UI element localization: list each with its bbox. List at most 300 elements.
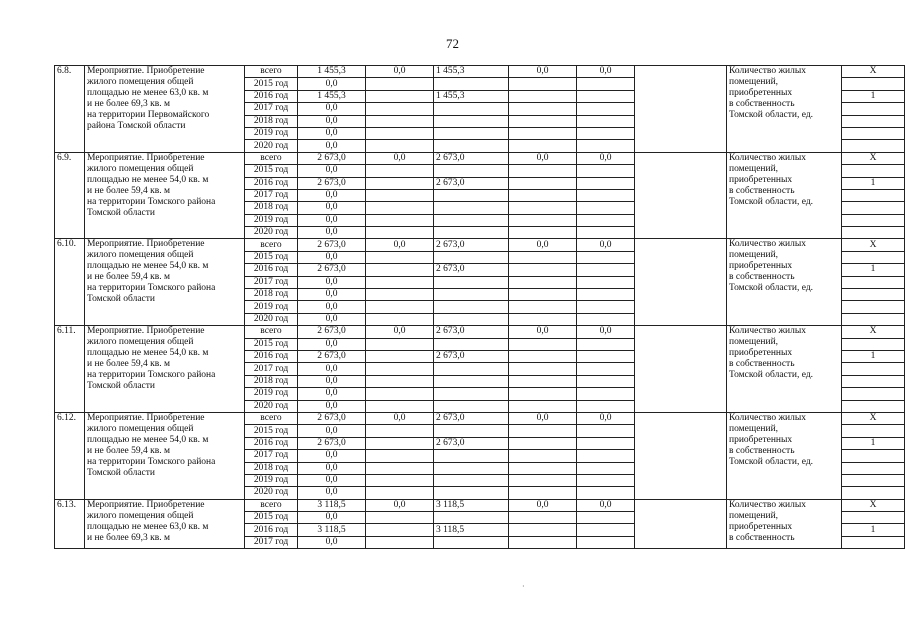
amount-other: 0,0	[577, 152, 635, 164]
indicator-line: Количество жилых	[729, 152, 806, 163]
year-label: 2020 год	[245, 140, 298, 152]
executor-cell	[635, 239, 727, 326]
year-label: 2017 год	[245, 103, 298, 115]
description-line: жилого помещения общей	[87, 163, 194, 174]
amount-local	[509, 127, 577, 139]
amount-local	[509, 165, 577, 177]
amount-other	[577, 313, 635, 325]
amount-total: 0,0	[298, 474, 366, 486]
amount-federal	[366, 437, 434, 449]
amount-total: 0,0	[298, 301, 366, 313]
description-line: на территории Томского района	[87, 370, 216, 381]
amount-federal: 0,0	[366, 499, 434, 511]
amount-local	[509, 462, 577, 474]
amount-total: 0,0	[298, 338, 366, 350]
table-row	[55, 239, 905, 251]
indicator-value	[842, 103, 905, 115]
amount-federal	[366, 140, 434, 152]
amount-local	[509, 251, 577, 263]
amount-other	[577, 251, 635, 263]
amount-federal	[366, 425, 434, 437]
amount-local	[509, 301, 577, 313]
year-label: 2016 год	[245, 437, 298, 449]
indicator-line: Томской области, ед.	[729, 283, 814, 294]
amount-local	[509, 512, 577, 524]
amount-regional	[434, 313, 509, 325]
amount-total: 0,0	[298, 375, 366, 387]
year-label: 2020 год	[245, 227, 298, 239]
amount-regional	[434, 127, 509, 139]
amount-other	[577, 115, 635, 127]
year-label: 2017 год	[245, 536, 298, 548]
indicator-line: Количество жилых	[729, 412, 806, 423]
indicator-line: Количество жилых	[729, 66, 806, 76]
description-line: Томской области	[87, 381, 155, 392]
indicator-value	[842, 450, 905, 462]
amount-regional	[434, 474, 509, 486]
amount-federal	[366, 177, 434, 189]
description-line: жилого помещения общей	[87, 337, 194, 348]
amount-regional	[434, 251, 509, 263]
amount-federal	[366, 202, 434, 214]
year-label: 2017 год	[245, 363, 298, 375]
amount-other	[577, 177, 635, 189]
indicator-name	[727, 326, 842, 413]
amount-total: 2 673,0	[298, 177, 366, 189]
year-label: всего	[245, 499, 298, 511]
amount-local	[509, 400, 577, 412]
amount-federal	[366, 214, 434, 226]
indicator-line: помещений,	[729, 423, 779, 434]
amount-regional: 1 455,3	[434, 66, 509, 78]
amount-total: 0,0	[298, 512, 366, 524]
amount-other	[577, 512, 635, 524]
year-label: 2016 год	[245, 177, 298, 189]
year-label: 2016 год	[245, 350, 298, 362]
amount-other	[577, 202, 635, 214]
amount-local: 0,0	[509, 499, 577, 511]
indicator-name	[727, 239, 842, 326]
description-line: площадью не менее 63,0 кв. м	[87, 521, 209, 532]
executor-cell	[635, 326, 727, 413]
indicator-line: Томской области, ед.	[729, 370, 814, 381]
amount-regional	[434, 363, 509, 375]
amount-total: 3 118,5	[298, 499, 366, 511]
description-line: на территории Томского района	[87, 456, 216, 467]
amount-regional	[434, 375, 509, 387]
description-line: на территории Томского района	[87, 196, 216, 207]
indicator-value: 1	[842, 350, 905, 362]
amount-total: 2 673,0	[298, 326, 366, 338]
indicator-name	[727, 152, 842, 239]
indicator-line: приобретенных	[729, 261, 793, 272]
year-label: 2020 год	[245, 400, 298, 412]
indicator-value	[842, 227, 905, 239]
amount-total: 2 673,0	[298, 152, 366, 164]
amount-total: 0,0	[298, 289, 366, 301]
year-label: 2015 год	[245, 338, 298, 350]
year-label: 2017 год	[245, 189, 298, 201]
amount-local: 0,0	[509, 66, 577, 78]
description-line: Мероприятие. Приобретение	[87, 239, 205, 250]
indicator-line: в собственность	[729, 359, 795, 370]
indicator-value: X	[842, 66, 905, 78]
indicator-value	[842, 165, 905, 177]
row-number: 6.9.	[55, 152, 85, 239]
amount-other	[577, 338, 635, 350]
row-number: 6.13.	[55, 499, 85, 549]
amount-total: 1 455,3	[298, 66, 366, 78]
amount-total: 2 673,0	[298, 264, 366, 276]
amount-local	[509, 425, 577, 437]
indicator-value	[842, 189, 905, 201]
amount-federal	[366, 400, 434, 412]
amount-federal	[366, 350, 434, 362]
amount-federal	[366, 512, 434, 524]
amount-total: 0,0	[298, 400, 366, 412]
amount-other: 0,0	[577, 412, 635, 424]
year-label: 2020 год	[245, 313, 298, 325]
description-line: жилого помещения общей	[87, 250, 194, 261]
description-line: площадью не менее 54,0 кв. м	[87, 174, 209, 185]
amount-federal	[366, 462, 434, 474]
amount-local	[509, 289, 577, 301]
amount-regional	[434, 301, 509, 313]
indicator-value	[842, 462, 905, 474]
amount-other	[577, 487, 635, 499]
amount-total: 0,0	[298, 425, 366, 437]
amount-local	[509, 177, 577, 189]
amount-local	[509, 78, 577, 90]
description-line: и не более 59,4 кв. м	[87, 359, 171, 370]
amount-local	[509, 90, 577, 102]
amount-total: 2 673,0	[298, 239, 366, 251]
amount-local	[509, 388, 577, 400]
indicator-value	[842, 251, 905, 263]
amount-federal	[366, 375, 434, 387]
amount-total: 0,0	[298, 388, 366, 400]
amount-other	[577, 363, 635, 375]
indicator-value	[842, 115, 905, 127]
amount-federal	[366, 127, 434, 139]
page-number: 72	[446, 36, 459, 51]
description-line: площадью не менее 54,0 кв. м	[87, 348, 209, 359]
indicator-line: в собственность	[729, 185, 795, 196]
amount-local	[509, 338, 577, 350]
amount-federal	[366, 78, 434, 90]
amount-other	[577, 127, 635, 139]
year-label: 2016 год	[245, 264, 298, 276]
amount-federal	[366, 474, 434, 486]
year-label: 2018 год	[245, 289, 298, 301]
amount-federal	[366, 251, 434, 263]
amount-federal	[366, 227, 434, 239]
amount-federal	[366, 363, 434, 375]
amount-regional	[434, 276, 509, 288]
amount-regional	[434, 462, 509, 474]
amount-federal	[366, 115, 434, 127]
description-line: площадью не менее 54,0 кв. м	[87, 261, 209, 272]
year-label: всего	[245, 326, 298, 338]
amount-federal: 0,0	[366, 326, 434, 338]
year-label: 2019 год	[245, 127, 298, 139]
indicator-value	[842, 363, 905, 375]
amount-other	[577, 375, 635, 387]
amount-local	[509, 313, 577, 325]
indicator-value	[842, 512, 905, 524]
year-label: всего	[245, 152, 298, 164]
year-label: 2017 год	[245, 276, 298, 288]
scan-dot: ·	[522, 582, 525, 591]
amount-total: 0,0	[298, 227, 366, 239]
amount-regional	[434, 289, 509, 301]
amount-regional: 2 673,0	[434, 152, 509, 164]
amount-regional	[434, 338, 509, 350]
amount-other	[577, 350, 635, 362]
amount-federal	[366, 388, 434, 400]
amount-other	[577, 276, 635, 288]
amount-local	[509, 450, 577, 462]
indicator-value	[842, 338, 905, 350]
amount-other	[577, 165, 635, 177]
year-label: всего	[245, 412, 298, 424]
amount-total: 0,0	[298, 450, 366, 462]
amount-regional: 2 673,0	[434, 437, 509, 449]
amount-regional	[434, 400, 509, 412]
amount-federal	[366, 536, 434, 548]
year-label: 2015 год	[245, 512, 298, 524]
row-description	[85, 499, 245, 549]
amount-other: 0,0	[577, 239, 635, 251]
amount-regional	[434, 103, 509, 115]
amount-local	[509, 140, 577, 152]
indicator-line: в собственность	[729, 272, 795, 283]
amount-regional: 3 118,5	[434, 524, 509, 536]
indicator-line: в собственность	[729, 99, 795, 109]
amount-local	[509, 264, 577, 276]
description-line: жилого помещения общей	[87, 77, 194, 87]
amount-other	[577, 437, 635, 449]
amount-local	[509, 227, 577, 239]
row-description	[85, 412, 245, 499]
amount-other	[577, 425, 635, 437]
row-description	[85, 326, 245, 413]
amount-regional: 2 673,0	[434, 239, 509, 251]
description-line: Мероприятие. Приобретение	[87, 66, 205, 76]
indicator-value	[842, 202, 905, 214]
amount-other	[577, 450, 635, 462]
indicator-value: 1	[842, 177, 905, 189]
amount-regional: 2 673,0	[434, 350, 509, 362]
year-label: 2016 год	[245, 90, 298, 102]
amount-total: 0,0	[298, 313, 366, 325]
amount-local: 0,0	[509, 152, 577, 164]
indicator-value	[842, 301, 905, 313]
amount-total: 0,0	[298, 251, 366, 263]
year-label: 2015 год	[245, 251, 298, 263]
indicator-value: 1	[842, 524, 905, 536]
indicator-name	[727, 499, 842, 549]
budget-table	[54, 65, 905, 549]
amount-local	[509, 487, 577, 499]
indicator-value	[842, 388, 905, 400]
amount-local	[509, 350, 577, 362]
amount-local	[509, 474, 577, 486]
indicator-line: помещений,	[729, 163, 779, 174]
amount-local	[509, 189, 577, 201]
amount-total: 0,0	[298, 103, 366, 115]
amount-federal	[366, 450, 434, 462]
amount-total: 2 673,0	[298, 437, 366, 449]
table-body	[55, 66, 905, 549]
year-label: 2019 год	[245, 474, 298, 486]
indicator-value	[842, 536, 905, 548]
indicator-name	[727, 66, 842, 153]
indicator-value	[842, 276, 905, 288]
indicator-line: помещений,	[729, 250, 779, 261]
amount-regional	[434, 214, 509, 226]
amount-total: 0,0	[298, 487, 366, 499]
amount-local: 0,0	[509, 412, 577, 424]
amount-total: 0,0	[298, 462, 366, 474]
amount-regional: 2 673,0	[434, 412, 509, 424]
amount-other	[577, 90, 635, 102]
amount-other: 0,0	[577, 326, 635, 338]
indicator-line: приобретенных	[729, 348, 793, 359]
amount-regional	[434, 115, 509, 127]
amount-local	[509, 363, 577, 375]
indicator-line: Количество жилых	[729, 326, 806, 337]
amount-regional	[434, 140, 509, 152]
year-label: 2018 год	[245, 375, 298, 387]
indicator-value: 1	[842, 90, 905, 102]
description-line: жилого помещения общей	[87, 510, 194, 521]
indicator-line: Томской области, ед.	[729, 456, 814, 467]
amount-local	[509, 536, 577, 548]
amount-regional	[434, 487, 509, 499]
executor-cell	[635, 152, 727, 239]
row-description	[85, 152, 245, 239]
amount-total: 0,0	[298, 140, 366, 152]
indicator-line: помещений,	[729, 510, 779, 521]
description-line: и не более 59,4 кв. м	[87, 185, 171, 196]
amount-regional	[434, 165, 509, 177]
amount-local	[509, 202, 577, 214]
description-line: Мероприятие. Приобретение	[87, 152, 205, 163]
indicator-value	[842, 425, 905, 437]
indicator-line: Томской области, ед.	[729, 196, 814, 207]
amount-federal	[366, 487, 434, 499]
indicator-value	[842, 487, 905, 499]
amount-total: 2 673,0	[298, 412, 366, 424]
year-label: 2018 год	[245, 115, 298, 127]
indicator-value	[842, 127, 905, 139]
amount-federal: 0,0	[366, 152, 434, 164]
amount-local: 0,0	[509, 239, 577, 251]
amount-total: 0,0	[298, 115, 366, 127]
amount-total: 0,0	[298, 127, 366, 139]
amount-federal	[366, 313, 434, 325]
indicator-value	[842, 140, 905, 152]
description-line: Мероприятие. Приобретение	[87, 326, 205, 337]
amount-total: 0,0	[298, 214, 366, 226]
indicator-value	[842, 78, 905, 90]
row-number: 6.12.	[55, 412, 85, 499]
amount-total: 0,0	[298, 165, 366, 177]
amount-federal	[366, 165, 434, 177]
amount-federal	[366, 103, 434, 115]
description-line: на территории Первомайского	[87, 110, 210, 120]
amount-federal	[366, 338, 434, 350]
amount-total: 0,0	[298, 276, 366, 288]
indicator-name	[727, 412, 842, 499]
amount-regional	[434, 189, 509, 201]
row-number: 6.8.	[55, 66, 85, 153]
indicator-line: в собственность	[729, 445, 795, 456]
year-label: 2019 год	[245, 301, 298, 313]
row-description	[85, 239, 245, 326]
amount-other	[577, 227, 635, 239]
amount-other	[577, 78, 635, 90]
amount-other	[577, 301, 635, 313]
amount-federal	[366, 189, 434, 201]
description-line: Томской области	[87, 294, 155, 305]
amount-federal	[366, 301, 434, 313]
description-line: Томской области	[87, 207, 155, 218]
indicator-value: X	[842, 326, 905, 338]
amount-total: 3 118,5	[298, 524, 366, 536]
year-label: 2019 год	[245, 214, 298, 226]
year-label: всего	[245, 239, 298, 251]
amount-federal	[366, 524, 434, 536]
amount-regional: 2 673,0	[434, 264, 509, 276]
indicator-line: приобретенных	[729, 174, 793, 185]
amount-other	[577, 214, 635, 226]
description-line: и не более 59,4 кв. м	[87, 445, 171, 456]
indicator-line: в собственность	[729, 532, 795, 543]
amount-other: 0,0	[577, 499, 635, 511]
amount-regional	[434, 536, 509, 548]
amount-other	[577, 140, 635, 152]
amount-regional: 2 673,0	[434, 326, 509, 338]
amount-local	[509, 375, 577, 387]
amount-local	[509, 115, 577, 127]
amount-federal	[366, 264, 434, 276]
description-line: и не более 69,3 кв. м	[87, 532, 171, 543]
indicator-line: Количество жилых	[729, 239, 806, 250]
table-row	[55, 412, 905, 424]
amount-other	[577, 536, 635, 548]
row-description	[85, 66, 245, 153]
indicator-value	[842, 474, 905, 486]
indicator-value	[842, 313, 905, 325]
indicator-value: 1	[842, 437, 905, 449]
amount-regional: 2 673,0	[434, 177, 509, 189]
amount-federal	[366, 276, 434, 288]
amount-regional: 3 118,5	[434, 499, 509, 511]
amount-total: 0,0	[298, 202, 366, 214]
description-line: Мероприятие. Приобретение	[87, 412, 205, 423]
indicator-line: приобретенных	[729, 434, 793, 445]
indicator-line: Количество жилых	[729, 499, 806, 510]
table-row	[55, 152, 905, 164]
amount-total: 2 673,0	[298, 350, 366, 362]
amount-federal: 0,0	[366, 412, 434, 424]
amount-other	[577, 388, 635, 400]
amount-other	[577, 400, 635, 412]
indicator-value	[842, 375, 905, 387]
amount-total: 0,0	[298, 536, 366, 548]
